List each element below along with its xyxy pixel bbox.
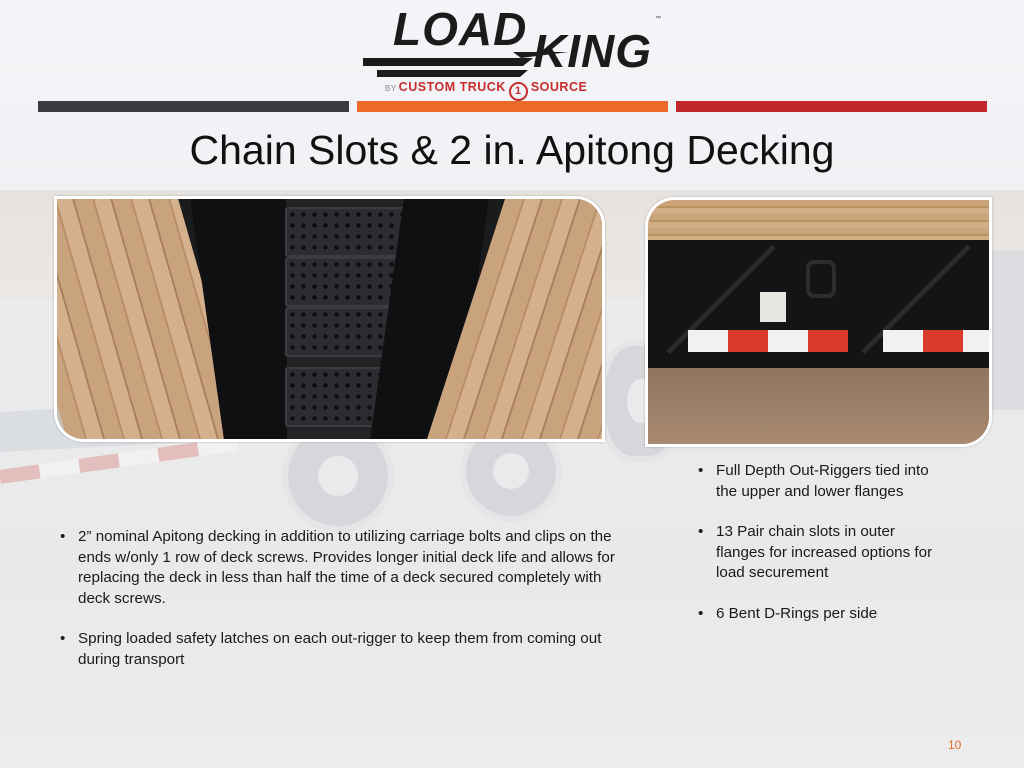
divider-bar-red [676, 101, 987, 112]
divider-bar-dark [38, 101, 349, 112]
deck-photo [54, 196, 605, 442]
logo-subtitle [385, 80, 587, 101]
logo-swoosh-icon [363, 52, 663, 82]
list-item: • 2” nominal Apitong decking in addition to utilizing carriage bolts and clips on the ends w/only 1 row of deck screws. Provides longer initial deck life and allows for replacing the deck in less than half the time of a deck secured completely with deck screws. [58, 527, 628, 609]
list-item: • 6 Bent D-Rings per side [696, 604, 946, 625]
load-king-logo [355, 4, 675, 96]
outrigger-photo [645, 197, 992, 447]
right-bullet-list [696, 461, 946, 624]
slide-title: Chain Slots & 2 in. Apitong Decking [189, 127, 835, 173]
list-item: • Full Depth Out-Riggers tied into the upper and lower flanges [696, 461, 946, 502]
list-item: • 13 Pair chain slots in outer flanges for increased options for load securement [696, 522, 946, 584]
logo-word-king: KING [533, 25, 652, 77]
logo-by: BY [385, 84, 397, 93]
logo-brand-right: SOURCE [530, 80, 588, 94]
list-item: • Spring loaded safety latches on each out-rigger to keep them from coming out during transport [58, 629, 628, 670]
logo-number-badge: 1 [509, 82, 528, 101]
logo-word-load: LOAD [393, 3, 528, 55]
divider-bar-orange [357, 101, 668, 112]
logo-trademark: ™ [655, 16, 661, 22]
left-bullet-list [58, 527, 628, 670]
page-number: 10 [948, 738, 962, 752]
logo-brand-left: CUSTOM TRUCK [398, 80, 506, 94]
